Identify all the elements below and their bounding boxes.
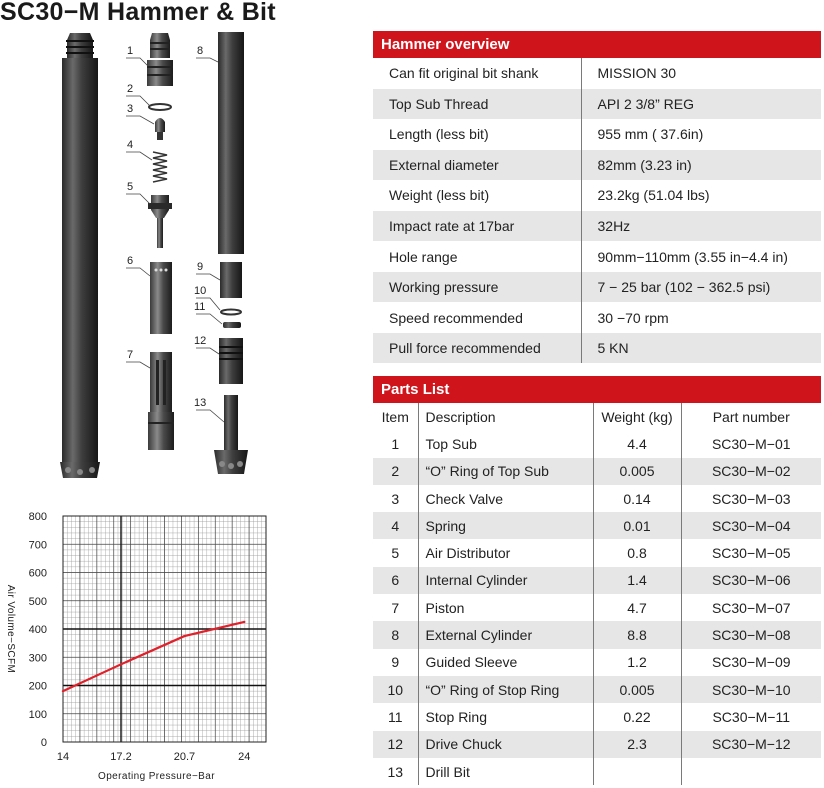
part-weight: 0.01 <box>593 512 681 539</box>
part-number: SC30−M−03 <box>711 490 791 507</box>
overview-label: Top Sub Thread <box>373 89 581 120</box>
x-axis-title: Operating Pressure−Bar <box>98 771 215 782</box>
overview-value: MISSION 30 <box>597 65 677 82</box>
part-callout: 3 <box>127 103 134 115</box>
part-weight: 0.8 <box>593 539 681 566</box>
table-row <box>373 539 821 566</box>
part-description: Spring <box>418 512 593 539</box>
data-point <box>243 621 245 623</box>
part-description: Internal Cylinder <box>418 567 593 594</box>
table-row <box>373 512 821 539</box>
overview-row <box>373 150 821 181</box>
part-item: 8 <box>373 621 418 648</box>
part-item: 7 <box>373 594 418 621</box>
part-number: SC30−M−08 <box>681 621 821 648</box>
part-description: External Cylinder <box>418 621 593 648</box>
part-description: Check Valve <box>418 485 593 512</box>
overview-label: Can fit original bit shank <box>373 58 581 89</box>
part-weight: 2.3 <box>593 731 681 758</box>
x-tick-label: 24 <box>238 751 251 763</box>
overview-label: Pull force recommended <box>373 333 581 364</box>
part-weight: 1.4 <box>593 567 681 594</box>
part-description: Air Distributor <box>418 539 593 566</box>
column-header-weight: Weight (kg) <box>593 403 681 430</box>
y-tick-label: 200 <box>28 680 47 693</box>
air-volume-chart <box>0 500 290 788</box>
overview-value: 955 mm ( 37.6in) <box>597 126 704 143</box>
parts-list-header: Parts List <box>373 376 821 403</box>
table-row <box>373 758 821 785</box>
part-o-ring-stop <box>221 310 241 315</box>
part-number: SC30−M−12 <box>681 731 821 758</box>
overview-row <box>373 89 821 120</box>
overview-value: 5 KN <box>581 333 821 364</box>
part-air-distributor <box>148 195 172 248</box>
part-item: 6 <box>373 567 418 594</box>
part-callout: 8 <box>197 45 204 57</box>
part-description: Top Sub <box>418 430 593 457</box>
part-weight: 4.7 <box>593 594 681 621</box>
part-spring <box>153 152 167 182</box>
table-row <box>373 621 821 648</box>
overview-value: 82mm (3.23 in) <box>581 150 821 181</box>
part-weight: 0.005 <box>593 458 681 485</box>
part-item: 1 <box>373 430 418 457</box>
parts-table-header-row <box>373 403 821 430</box>
data-point <box>62 690 64 692</box>
part-weight: 4.4 <box>593 430 681 457</box>
x-tick-label: 20.7 <box>173 751 196 763</box>
part-callout: 12 <box>194 335 207 347</box>
part-number: SC30−M−11 <box>712 708 791 725</box>
series-line <box>63 622 244 691</box>
data-point <box>183 635 185 637</box>
table-row <box>373 676 821 703</box>
y-tick-label: 700 <box>28 539 47 552</box>
overview-value: 23.2kg (51.04 lbs) <box>597 187 710 204</box>
part-number <box>681 758 821 785</box>
part-description: “O” Ring of Stop Ring <box>418 676 593 703</box>
y-axis-title: Air Volume−SCFM <box>5 584 16 674</box>
overview-row <box>373 272 821 303</box>
part-description: Guided Sleeve <box>418 649 593 676</box>
part-description: Stop Ring <box>418 703 593 730</box>
part-item: 11 <box>373 703 418 730</box>
part-number: SC30−M−02 <box>681 458 821 485</box>
y-tick-label: 400 <box>28 624 47 636</box>
part-weight: 1.2 <box>593 649 681 676</box>
part-item: 3 <box>373 485 418 512</box>
part-drive-chuck <box>219 338 243 384</box>
overview-value: 7 − 25 bar (102 − 362.5 psi) <box>581 272 821 303</box>
parts-table <box>373 403 821 785</box>
overview-table <box>373 58 821 363</box>
y-tick-label: 500 <box>28 595 47 608</box>
table-row <box>373 430 821 457</box>
overview-label: Length (less bit) <box>373 119 581 150</box>
part-internal-cylinder <box>150 262 172 334</box>
overview-row <box>373 180 821 211</box>
part-check-valve <box>155 118 165 140</box>
part-callout: 4 <box>127 139 134 151</box>
part-o-ring-top <box>149 104 171 110</box>
part-number: SC30−M−07 <box>711 599 791 616</box>
part-item: 2 <box>373 458 418 485</box>
overview-label: Weight (less bit) <box>373 180 581 211</box>
overview-label: Speed recommended <box>373 302 581 333</box>
overview-header: Hammer overview <box>373 31 821 58</box>
y-tick-label: 800 <box>28 511 47 523</box>
part-callout: 13 <box>194 397 207 409</box>
overview-value: 90mm−110mm (3.55 in−4.4 in) <box>597 248 788 265</box>
overview-label: Impact rate at 17bar <box>373 211 581 242</box>
table-row <box>373 567 821 594</box>
part-weight: 0.22 <box>593 703 681 730</box>
overview-label: External diameter <box>373 150 581 181</box>
part-drill-bit <box>214 395 248 474</box>
part-number: SC30−M−05 <box>711 545 791 562</box>
overview-label: Working pressure <box>373 272 581 303</box>
part-stop-ring <box>223 322 241 328</box>
data-point <box>120 663 122 665</box>
part-description: Drill Bit <box>418 758 593 785</box>
column-header-description: Description <box>418 403 593 430</box>
column-header-part-number: Part number <box>712 408 790 425</box>
part-item: 9 <box>373 649 418 676</box>
part-callout: 1 <box>127 45 134 57</box>
overview-row <box>373 241 821 272</box>
overview-row <box>373 211 821 242</box>
y-tick-label: 100 <box>28 708 47 721</box>
y-tick-label: 300 <box>28 652 47 665</box>
part-guided-sleeve <box>220 262 242 298</box>
table-row <box>373 594 821 621</box>
part-callout: 6 <box>127 255 134 267</box>
overview-row <box>373 58 821 89</box>
part-weight: 0.14 <box>593 485 681 512</box>
overview-row <box>373 302 821 333</box>
part-callout: 5 <box>127 181 134 193</box>
part-callout: 7 <box>127 349 134 361</box>
table-row <box>373 703 821 730</box>
part-callout: 11 <box>194 301 206 313</box>
part-description: Drive Chuck <box>418 731 593 758</box>
y-tick-label: 600 <box>28 567 47 580</box>
overview-label: Hole range <box>373 241 581 272</box>
parts-illustration <box>0 28 300 488</box>
part-number: SC30−M−01 <box>711 435 791 452</box>
part-callout: 10 <box>194 285 207 297</box>
table-row <box>373 731 821 758</box>
part-external-cylinder <box>218 32 244 254</box>
part-weight: 8.8 <box>593 621 681 648</box>
table-row <box>373 485 821 512</box>
part-number: SC30−M−09 <box>711 654 791 671</box>
overview-value: 30 −70 rpm <box>597 309 669 326</box>
y-tick-label: 0 <box>40 737 47 749</box>
page-title: SC30−M Hammer & Bit <box>0 0 276 26</box>
part-number: SC30−M−10 <box>681 676 821 703</box>
part-number: SC30−M−06 <box>681 567 821 594</box>
part-number: SC30−M−04 <box>681 512 821 539</box>
x-tick-label: 17.2 <box>110 751 132 763</box>
part-description: Piston <box>418 594 593 621</box>
part-item: 5 <box>373 539 418 566</box>
part-piston <box>148 352 174 450</box>
column-header-item: Item <box>373 403 418 430</box>
part-item: 13 <box>373 758 418 785</box>
overview-row <box>373 119 821 150</box>
overview-value: 32Hz <box>581 211 821 242</box>
part-top-sub <box>147 33 173 86</box>
overview-row <box>373 333 821 364</box>
part-weight <box>593 758 681 785</box>
part-item: 10 <box>373 676 418 703</box>
part-description: “O” Ring of Top Sub <box>418 458 593 485</box>
table-row <box>373 649 821 676</box>
part-weight: 0.005 <box>593 676 681 703</box>
assembled-hammer <box>60 33 100 478</box>
x-tick-label: 14 <box>56 751 70 763</box>
part-callout: 9 <box>197 261 204 273</box>
part-item: 12 <box>373 731 418 758</box>
table-row <box>373 458 821 485</box>
part-callout: 2 <box>127 83 134 95</box>
part-item: 4 <box>373 512 418 539</box>
overview-value: API 2 3/8” REG <box>581 89 821 120</box>
